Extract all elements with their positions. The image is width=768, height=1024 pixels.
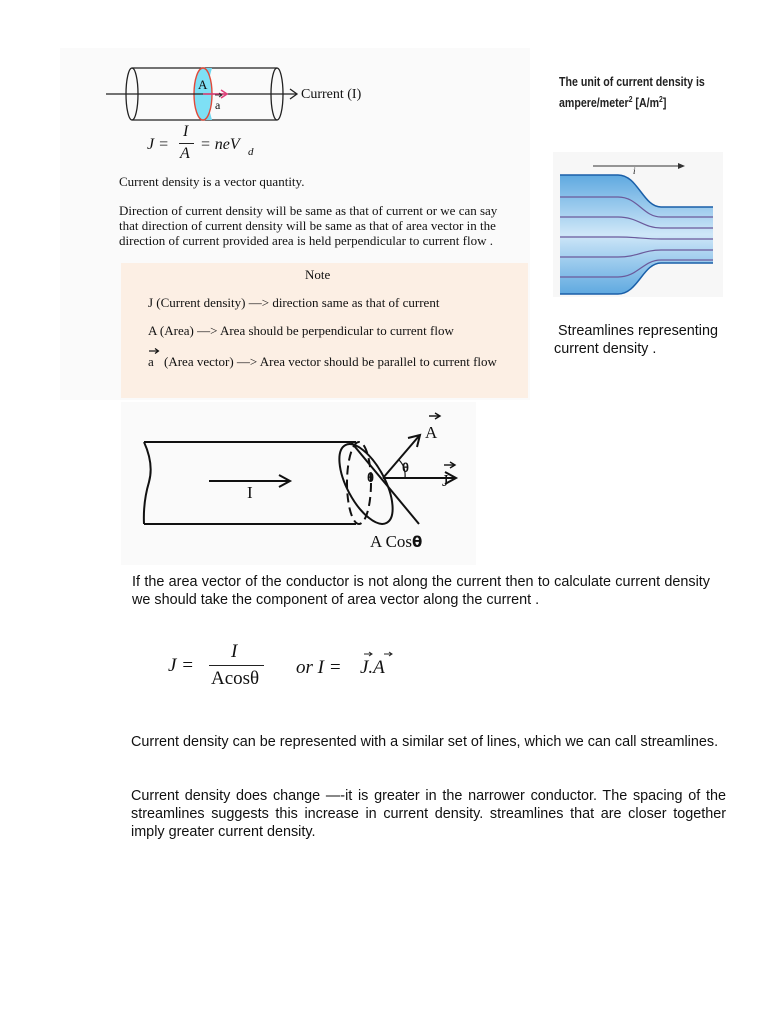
- direction-line-2: that direction of current density will be same as that of area vector in the: [119, 218, 496, 233]
- note-vector-arrow-icon: [148, 347, 160, 354]
- area-label: A: [198, 77, 208, 92]
- streamline-caption-line-2: current density .: [554, 341, 657, 357]
- formula-j-lhs: J =: [147, 136, 169, 153]
- streamlines-intro-paragraph: Current density can be represented with a similar set of lines, which we can call streamlines.: [131, 734, 719, 750]
- current-label: Current (I): [301, 87, 362, 102]
- formula-fraction-bar: [179, 143, 194, 144]
- note-item-3: (Area vector) —> Area vector should be parallel to current flow: [164, 354, 497, 369]
- formula-denominator: A: [180, 145, 190, 162]
- direction-line-1: Direction of current density will be same as that of current or we can say: [119, 203, 498, 218]
- vector-quantity-text: Current density is a vector quantity.: [119, 174, 305, 189]
- current-density-j-label: J: [442, 471, 449, 490]
- unit-line-1: The unit of current density is: [559, 75, 705, 89]
- unit-text: [559, 74, 705, 112]
- note-item-2: A (Area) —> Area should be perpendicular to current flow: [148, 323, 454, 338]
- direction-line-3: direction of current provided area is held perpendicular to current flow .: [119, 233, 493, 248]
- formula2-vector-arrows-icon: [361, 650, 397, 658]
- formula2-rhs: J.A: [360, 657, 385, 678]
- streamlines-figure: [553, 152, 723, 297]
- streamline-current-label: i: [633, 166, 636, 176]
- tilted-area-figure: [121, 402, 476, 565]
- formula2-lhs: J =: [168, 655, 195, 676]
- current-density-change-paragraph: Current density does change —-it is greater in the narrower conductor. The spacing of the streamlines suggests this increase in current density. streamlines that are closer together imply greater current density.: [131, 788, 726, 840]
- area-vector-a-label: A: [425, 423, 438, 442]
- formula2-numerator: I: [231, 641, 238, 662]
- unit-line-2: ampere/meter$^2$ $[A/m^2]$: [559, 95, 667, 111]
- note-item-1: J (Current density) —> direction same as that of current: [148, 295, 440, 310]
- area-vector-label: a: [215, 98, 221, 112]
- formula2-or: or I =: [296, 657, 342, 678]
- formula2-fraction-bar: [209, 665, 264, 666]
- current-i-label: I: [247, 483, 253, 502]
- theta-label-outer: θ: [402, 460, 410, 475]
- area-vector-component-paragraph: If the area vector of the conductor is not along the current then to calculate current density we should take the component of area vector along the current .: [132, 574, 710, 608]
- streamline-caption-line-1: Streamlines representing: [558, 323, 718, 339]
- formula-rhs: = neV: [200, 136, 240, 153]
- theta-label-inner: θ: [367, 470, 375, 485]
- a-cos-theta-label: A Cosθ: [370, 532, 423, 551]
- formula-numerator: I: [183, 123, 189, 140]
- formula-subscript: d: [248, 146, 254, 158]
- note-title: Note: [305, 267, 331, 282]
- note-item-3-symbol: a: [148, 354, 154, 369]
- formula2-denominator: Acosθ: [211, 668, 260, 689]
